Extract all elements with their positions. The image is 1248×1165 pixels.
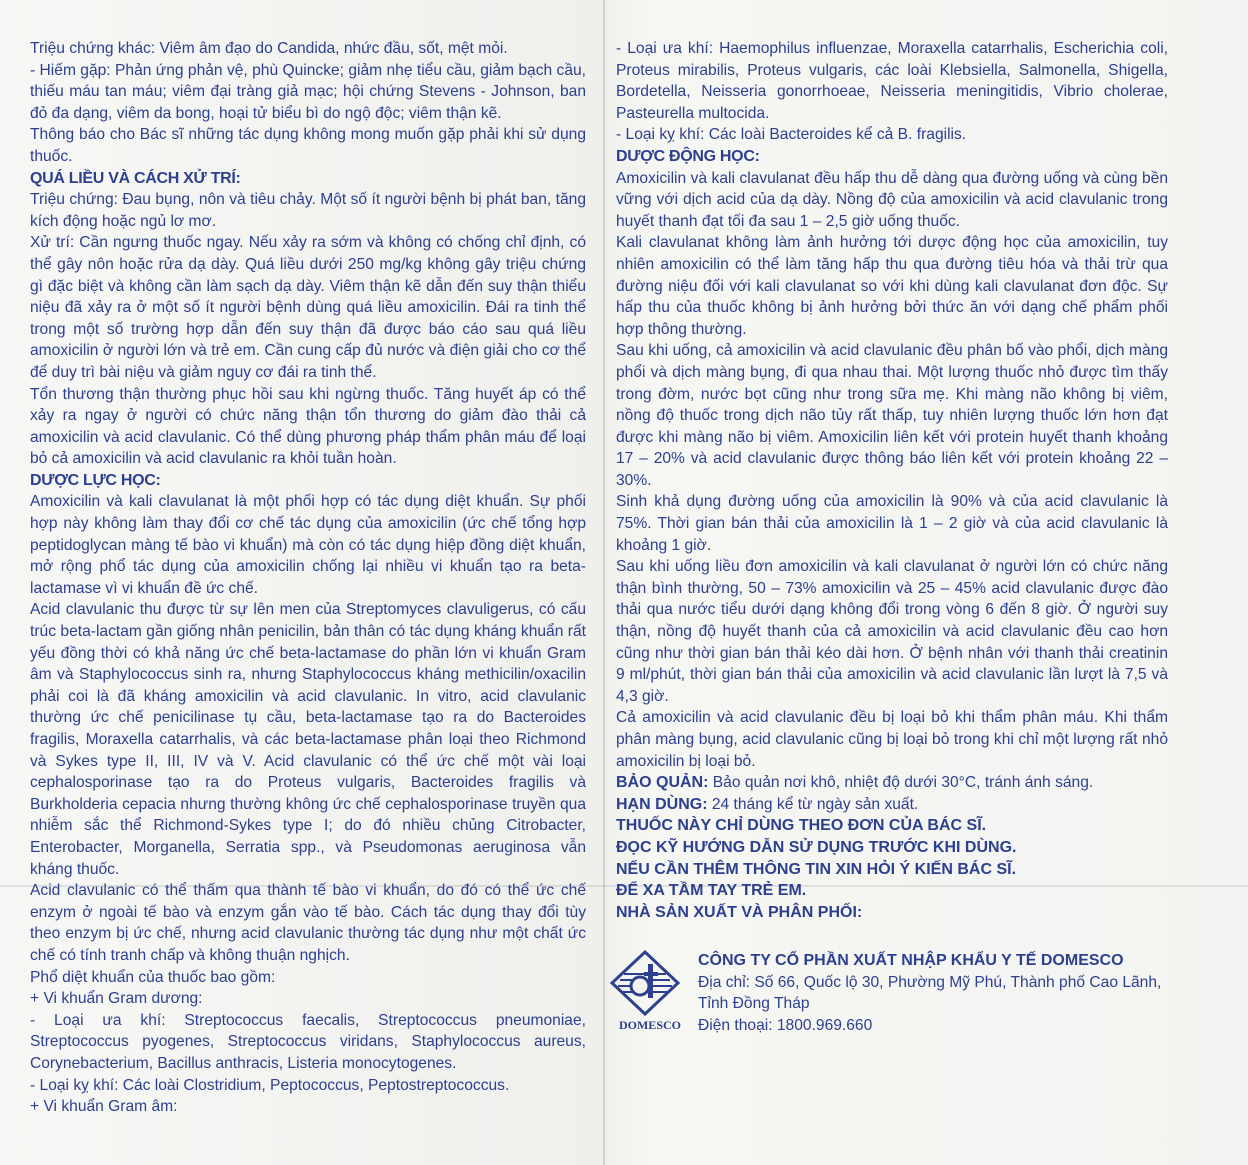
gram-negative-aerobic: - Loại ưa khí: Haemophilus influenzae, Moraxella catarrhalis, Escherichia coli, Proteus mirabilis, Proteus vulgaris, các loài Klebsiella, Salmonella, Shigella, Bordetella, Neisseria gonorrhoeae, Neisseria meningitidis, Vibrio cholerae, Pasteurella multocida. bbox=[616, 40, 1168, 122]
pharmacodynamics-intro: Amoxicilin và kali clavulanat là một phối hợp có tác dụng diệt khuẩn. Sự phối hợp này không làm thay đổi cơ chế tác dụng của amoxicilin (ức chế tổng hợp peptidoglycan màng tế bào vi khuẩn) mà còn có tác dụng hiệp đồng diệt khuẩn, mở rộng phổ tác dụng của amoxicilin chống lại nhiều vi khuẩn tạo ra beta-lactamase vì vi khuẩn đề ức chế. bbox=[30, 493, 586, 597]
pk-dialysis: Cả amoxicilin và acid clavulanic đều bị loại bỏ khi thẩm phân máu. Khi thẩm phân màng bụng, acid clavulanic cũng bị loại bỏ trong khi chỉ một lượng rất nhỏ amoxicilin bị loại bỏ. bbox=[616, 709, 1168, 770]
fold-line-vertical bbox=[603, 0, 605, 1165]
clavulanic-mechanism: Acid clavulanic có thể thấm qua thành tế bào vi khuẩn, do đó có thể ức chế enzym ở ngoài tế bào và enzym gắn vào tế bào. Cách tác dụng thay đổi tùy theo enzym bị ức chế, nhưng acid clavulanic thường tác dụng như một chất ức chế có tính tranh chấp và không thuận nghịch. bbox=[30, 882, 586, 964]
domesco-logo-text: DOMESCO bbox=[618, 1018, 681, 1032]
side-effects-other: Triệu chứng khác: Viêm âm đạo do Candida, nhức đầu, sốt, mệt mỏi. bbox=[30, 40, 508, 57]
gram-positive-anaerobic: - Loại kỵ khí: Các loài Clostridium, Peptococcus, Peptostreptococcus. bbox=[30, 1076, 510, 1094]
pharmacodynamics-heading: DƯỢC LỰC HỌC: bbox=[30, 471, 161, 489]
read-instructions-warning: ĐỌC KỸ HƯỚNG DẪN SỬ DỤNG TRƯỚC KHI DÙNG. bbox=[616, 838, 1017, 856]
manufacturer-heading: NHÀ SẢN XUẤT VÀ PHÂN PHỐI: bbox=[616, 903, 863, 921]
expiry-line bbox=[616, 794, 1168, 816]
spectrum-intro: Phổ diệt khuẩn của thuốc bao gồm: bbox=[30, 968, 276, 986]
overdose-symptoms: Triệu chứng: Đau bụng, nôn và tiêu chảy. Một số ít người bệnh bị phát ban, tăng kích động hoặc ngủ lơ mơ. bbox=[30, 191, 586, 230]
gram-positive-aerobic: - Loại ưa khí: Streptococcus faecalis, Streptococcus pneumoniae, Streptococcus pyogenes, Streptococcus viridans, Staphylococcus aureus, Corynebacterium, Bacillus anthracis, Listeria monocytogenes. bbox=[30, 1011, 586, 1072]
pk-distribution: Sau khi uống, cả amoxicilin và acid clavulanic đều phân bố vào phổi, dịch màng phổi và dịch màng bụng, đi qua nhau thai. Một lượng thuốc nhỏ được tìm thấy trong đờm, nước bọt cũng như trong sữa mẹ. Khi màng não không bị viêm, nồng độ thuốc trong dịch não tủy rất thấp, tuy nhiên lượng thuốc lớn hơn đạt được khi màng não bị viêm. Amoxicilin liên kết với protein huyết thanh khoảng 17 – 20% và acid clavulanic được thông báo liên kết với protein khoảng 22 – 30%. bbox=[616, 342, 1168, 489]
storage-line bbox=[616, 772, 1168, 794]
side-effects-rare: - Hiếm gặp: Phản ứng phản vệ, phù Quincke; giảm nhẹ tiểu cầu, giảm bạch cầu, thiếu máu tan máu; viêm đại tràng giả mạc; hội chứng Stevens - Johnson, ban đỏ đa dạng, viêm da bong, hoại tử biểu bì do ngộ độc; viêm thận kẽ. bbox=[30, 61, 586, 122]
storage-text: Bảo quản nơi khô, nhiệt độ dưới 30°C, tránh ánh sáng. bbox=[708, 774, 1094, 792]
company-phone: Điện thoại: 1800.969.660 bbox=[698, 1016, 873, 1034]
ask-doctor-warning: NẾU CẦN THÊM THÔNG TIN XIN HỎI Ý KIẾN BÁC SĨ. bbox=[616, 860, 1017, 878]
pk-interaction: Kali clavulanat không làm ảnh hưởng tới dược động học của amoxicilin, tuy nhiên amoxicilin có thể làm tăng hấp thu qua đường tiêu hóa và thải trừ qua đường niệu đối với kali clavulanat so với khi dùng kali clavulanat đơn độc. Sự hấp thu của thuốc không bị ảnh hưởng bởi thức ăn với dạng chế phẩm phối hợp thông thường. bbox=[616, 234, 1168, 338]
clavulanic-acid-paragraph: Acid clavulanic thu được từ sự lên men của Streptomyces clavuligerus, có cấu trúc beta-lactam gần giống nhân penicilin, bản thân có tác dụng kháng khuẩn rất yếu đồng thời có khả năng ức chế beta-lactamase do phần lớn vi khuẩn Gram âm và Staphylococcus sinh ra, nhưng Staphylococcus kháng methicilin/oxacilin phải coi là đã kháng amoxicilin và acid clavulanic. In vitro, acid clavulanic thường ức chế penicilinase tụ cầu, beta-lactamase tạo ra do Bacteroides fragilis, Moraxella catarrhalis, và các beta-lactamase phân loại theo Richmond và Sykes type II, III, IV và V. Acid clavulanic có thể ức chế một vài loại cephalosporinase tạo ra do Proteus vulgaris, Bacteroides fragilis và Burkholderia cepacia nhưng thường không ức chế cephalosporinase truyền qua nhiễm sắc thể Richmond-Sykes type I; do đó nhiều chủng Citrobacter, Enterobacter, Morganella, Serratia spp., và Pseudomonas aeruginosa vẫn kháng thuốc. bbox=[30, 601, 586, 878]
expiry-text: 24 tháng kể từ ngày sản xuất. bbox=[707, 795, 919, 813]
expiry-label: HẠN DÙNG: bbox=[616, 795, 708, 813]
company-info bbox=[698, 950, 1178, 1036]
overdose-kidney: Tổn thương thận thường phục hồi sau khi ngừng thuốc. Tăng huyết áp có thể xảy ra ngay ở người có chức năng thận tổn thương do giảm đào thải cả amoxicilin và acid clavulanic. Có thể dùng phương pháp thẩm phân máu để loại bỏ cả amoxicilin và acid clavulanic ra khỏi tuần hoàn. bbox=[30, 385, 586, 468]
left-column bbox=[30, 38, 586, 1118]
gram-negative-anaerobic: - Loại kỵ khí: Các loài Bacteroides kể cả B. fragilis. bbox=[616, 126, 967, 144]
overdose-heading: QUÁ LIỀU VÀ CÁCH XỬ TRÍ: bbox=[30, 169, 241, 187]
right-column bbox=[616, 38, 1168, 923]
gram-positive-heading: + Vi khuẩn Gram dương: bbox=[30, 990, 203, 1008]
overdose-treatment: Xử trí: Cần ngưng thuốc ngay. Nếu xảy ra sớm và không có chống chỉ định, có thể gây nôn hoặc rửa dạ dày. Quá liều dưới 250 mg/kg không gây triệu chứng gì đặc biệt và không cần làm sạch dạ dày. Viêm thận kẽ dẫn đến suy thận thiểu niệu đã xảy ra ở một số ít người bệnh dùng quá liều amoxicilin. Đái ra tinh thể trong một số trường hợp dẫn đến suy thận đã được báo cáo sau quá liều amoxicilin ở người lớn và trẻ em. Cần cung cấp đủ nước và điện giải cho cơ thể để duy trì bài niệu và giảm nguy cơ đái ra tinh thể. bbox=[30, 234, 586, 381]
prescription-warning: THUỐC NÀY CHỈ DÙNG THEO ĐƠN CỦA BÁC SĨ. bbox=[616, 817, 987, 835]
pk-elimination: Sau khi uống liều đơn amoxicilin và kali clavulanat ở người lớn có chức năng thận bình thường, 50 – 73% amoxicilin và 25 – 45% acid clavulanic được đào thải qua nước tiểu dưới dạng không đổi trong vòng 6 đến 8 giờ. Ở người suy thận, nồng độ huyết thanh của cả amoxicilin và acid clavulanic đều cao hơn cũng như thời gian bán thải kéo dài hơn. Ở bệnh nhân với thanh thải creatinin 9 ml/phút, thời gian bán thải của amoxicilin và acid clavulanic lần lượt là 7,5 và 4,3 giờ. bbox=[616, 558, 1168, 705]
pharmacokinetics-heading: DƯỢC ĐỘNG HỌC: bbox=[616, 147, 760, 165]
company-name: CÔNG TY CỔ PHẦN XUẤT NHẬP KHẨU Y TẾ DOMESCO bbox=[698, 952, 1124, 969]
company-address: Địa chỉ: Số 66, Quốc lộ 30, Phường Mỹ Phú, Thành phố Cao Lãnh, Tỉnh Đồng Tháp bbox=[698, 973, 1162, 1013]
pk-absorption: Amoxicilin và kali clavulanat đều hấp thu dễ dàng qua đường uống và cùng bền vững với dịch acid của dạ dày. Nồng độ của amoxicilin và acid clavulanic trong huyết thanh đạt tối đa sau 1 – 2,5 giờ uống thuốc. bbox=[616, 169, 1168, 230]
keep-away-children-warning: ĐỂ XA TẦM TAY TRẺ EM. bbox=[616, 882, 807, 900]
pk-bioavailability: Sinh khả dụng đường uống của amoxicilin là 90% và của acid clavulanic là 75%. Thời gian bán thải của amoxicilin là 1 – 2 giờ và của acid clavulanic là khoảng 1 giờ. bbox=[616, 493, 1168, 554]
gram-negative-heading: + Vi khuẩn Gram âm: bbox=[30, 1098, 178, 1116]
storage-label: BẢO QUẢN: bbox=[616, 774, 709, 792]
report-notice: Thông báo cho Bác sĩ những tác dụng không mong muốn gặp phải khi sử dụng thuốc. bbox=[30, 126, 586, 165]
